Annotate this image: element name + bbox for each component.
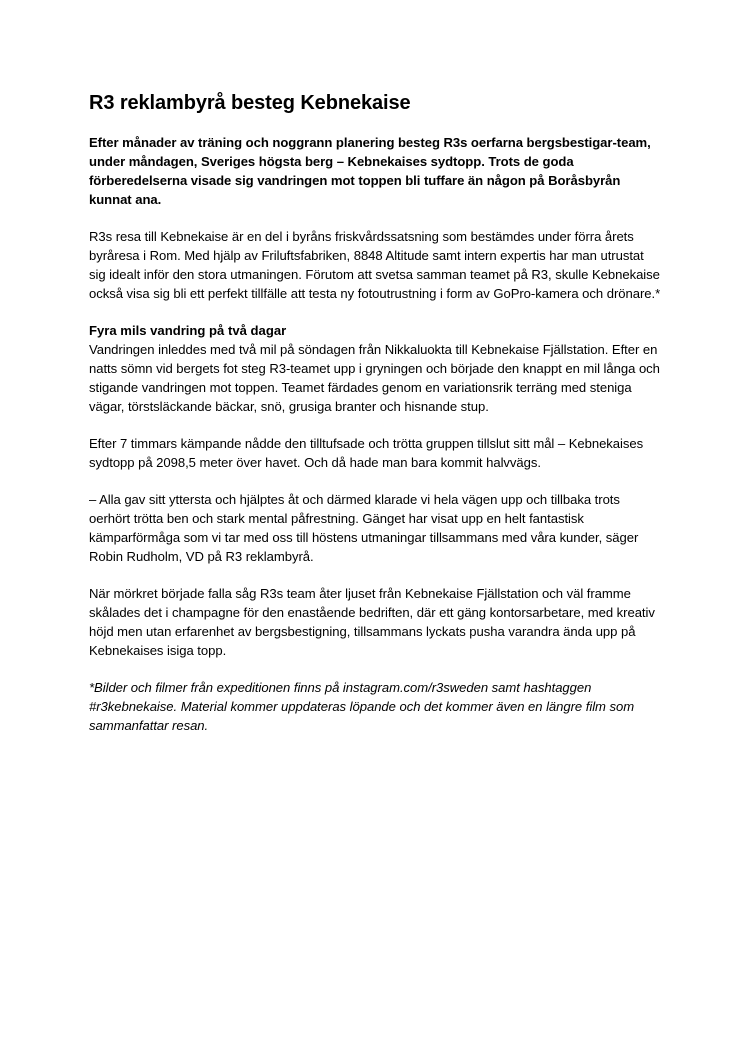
footnote: *Bilder och filmer från expeditionen finns på instagram.com/r3sweden samt hashtaggen #r3kebnekaise. Material kommer uppdateras löpande och det kommer även en längre film som sammanfattar resan. — [89, 680, 635, 733]
document-title: R3 reklambyrå besteg Kebnekaise — [89, 92, 411, 114]
body-paragraph-2: Vandringen inleddes med två mil på söndagen från Nikkaluokta till Kebnekaise Fjällstation. Efter en natts sömn vid bergets fot steg R3-teamet upp i gryningen och började den knappt en mil långa och stigande vandringen mot toppen. Teamet färdades genom en variationsrik terräng med steniga vägar, törstsläckande bäckar, snö, grusiga branter och hisnande stup. — [89, 342, 660, 414]
lead-paragraph: Efter månader av träning och noggrann planering besteg R3s oerfarna bergsbestigar-team, under måndagen, Sveriges högsta berg – Kebnekaises sydtopp. Trots de goda förberedelserna visade sig vandringen mot toppen bli tuffare än någon på Boråsbyrån kunnat ana. — [89, 135, 651, 207]
section-subheading: Fyra mils vandring på två dagar — [89, 323, 287, 338]
body-paragraph-1: R3s resa till Kebnekaise är en del i byråns friskvårdssatsning som bestämdes under förra årets byråresa i Rom. Med hjälp av Friluftsfabriken, 8848 Altitude samt intern expertis har man utrustat sig idealt inför den stora utmaningen. Förutom att svetsa samman teamet på R3, skulle Kebnekaise också visa sig bli ett perfekt tillfälle att testa ny fotoutrustning i form av GoPro-kamera och drönare.* — [89, 229, 661, 301]
document-page — [89, 90, 661, 735]
body-paragraph-3: Efter 7 timmars kämpande nådde den tilltufsade och trötta gruppen tillslut sitt mål – Kebnekaises sydtopp på 2098,5 meter över havet. Och då hade man bara kommit halvvägs. — [89, 436, 644, 470]
quote-paragraph: – Alla gav sitt yttersta och hjälptes åt och därmed klarade vi hela vägen upp och tillbaka trots oerhört trötta ben och stark mental påfrestning. Gänget har visat upp en helt fantastisk kämparförmåga som vi tar med oss till höstens utmaningar tillsammans med våra kunder, säger Robin Rudholm, VD på R3 reklambyrå. — [89, 492, 639, 564]
body-paragraph-5: När mörkret började falla såg R3s team åter ljuset från Kebnekaise Fjällstation och väl framme skålades det i champagne för den enastående bedriften, där ett gäng kontorsarbetare, med kreativ höjd men utan erfarenhet av bergsbestigning, tillsammans lyckats pusha varandra ända upp på Kebnekaises isiga topp. — [89, 586, 655, 658]
